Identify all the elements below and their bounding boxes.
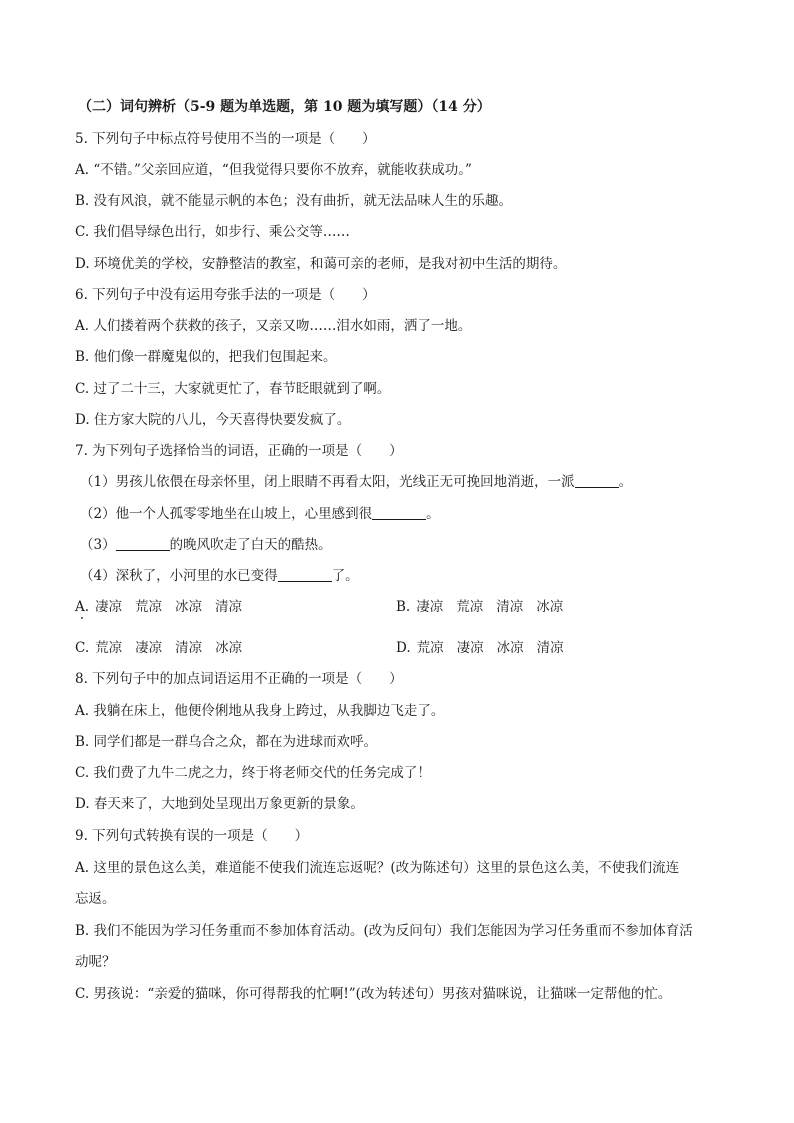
fill-blank — [116, 536, 170, 551]
question-7-option-d — [396, 638, 577, 658]
option-word: 清凉 — [536, 640, 564, 656]
question-6-option-c: C. 过了二十三，大家就更忙了，春节眨眼就到了啊。 — [75, 381, 391, 397]
option-marker-dot — [81, 617, 83, 619]
question-9-option-a-line-1: A. 这里的景色这么美，难道能不使我们流连忘返呢？(改为陈述句）这里的景色这么美，不使我们流连 — [75, 860, 680, 876]
option-word: 荒凉 — [416, 640, 444, 656]
question-5-option-a: A. “不错。”父亲回应道，“但我觉得只要你不放弃，就能收获成功。” — [75, 162, 472, 178]
question-8-option-a: A. 我躺在床上，他便伶俐地从我身上跨过，从我脚边飞走了。 — [75, 703, 445, 719]
sentence-1-text: （1）男孩儿依偎在母亲怀里，闭上眼睛不再看太阳，光线正无可挽回地消逝，一派 — [80, 474, 575, 490]
sentence-4-text: （4）深秋了，小河里的水已变得 — [80, 568, 278, 584]
question-9-option-b-line-2: 动呢？ — [75, 954, 116, 970]
option-word: 荒凉 — [95, 640, 123, 656]
question-9-option-c: C. 男孩说：“亲爱的猫咪，你可得帮我的忙啊!”(改为转述句）男孩对猫咪说，让猫咪一定帮他的忙。 — [75, 986, 672, 1002]
question-7-option-a — [75, 597, 255, 617]
question-9-stem: 9. 下列句式转换有误的一项是（ ） — [75, 828, 309, 844]
sentence-3-text: （3） — [80, 537, 116, 553]
question-7-sentence-1 — [80, 472, 724, 492]
option-label: B. — [396, 599, 411, 615]
question-9-option-a-line-2: 忘返。 — [75, 891, 116, 907]
option-word: 冰凉 — [175, 599, 203, 615]
option-word: 清凉 — [496, 599, 524, 615]
question-6-stem: 6. 下列句子中没有运用夸张手法的一项是（ ） — [75, 287, 376, 303]
option-label: A. — [75, 599, 90, 615]
fill-blank — [278, 567, 332, 582]
question-8-option-c: C. 我们费了九牛二虎之力，终于将老师交代的任务完成了！ — [75, 765, 431, 781]
question-6-option-a: A. 人们搂着两个获救的孩子，又亲又吻……泪水如雨，洒了一地。 — [75, 318, 472, 334]
question-5-option-c: C. 我们倡导绿色出行，如步行、乘公交等…… — [75, 224, 350, 240]
option-label: D. — [396, 640, 411, 656]
option-word: 凄凉 — [95, 599, 123, 615]
option-word: 荒凉 — [456, 599, 484, 615]
option-word: 冰凉 — [215, 640, 243, 656]
question-6-option-b: B. 他们像一群魔鬼似的，把我们包围起来。 — [75, 349, 337, 365]
option-word: 清凉 — [215, 599, 243, 615]
question-9-option-b-line-1: B. 我们不能因为学习任务重而不参加体育活动。(改为反问句）我们怎能因为学习任务重而不参加体育活 — [75, 923, 693, 939]
question-7-sentence-2 — [80, 504, 724, 524]
question-6-option-d: D. 住方家大院的八儿，今天喜得快要发疯了。 — [75, 412, 351, 428]
fill-blank — [575, 473, 619, 488]
question-5-option-b: B. 没有风浪，就不能显示帆的本色；没有曲折，就无法品味人生的乐趣。 — [75, 193, 513, 209]
section-title: （二）词句辨析（5-9 题为单选题，第 10 题为填写题）（14 分） — [78, 99, 491, 115]
question-7-option-c — [75, 638, 255, 658]
option-word: 冰凉 — [536, 599, 564, 615]
sentence-2-end: 。 — [426, 506, 440, 522]
sentence-1-end: 。 — [618, 474, 633, 490]
question-5-stem: 5. 下列句子中标点符号使用不当的一项是（ ） — [75, 131, 376, 147]
question-8-stem: 8. 下列句子中的加点词语运用不正确的一项是（ ） — [75, 671, 403, 687]
sentence-2-text: （2）他一个人孤零零地坐在山坡上，心里感到很 — [80, 506, 373, 522]
question-8-option-b: B. 同学们都是一群乌合之众，都在为进球而欢呼。 — [75, 734, 378, 750]
option-word: 凄凉 — [456, 640, 484, 656]
option-word: 清凉 — [175, 640, 203, 656]
fill-blank — [372, 505, 426, 520]
option-label: C. — [75, 640, 90, 656]
question-8-option-d: D. 春天来了，大地到处呈现出万象更新的景象。 — [75, 796, 364, 812]
question-7-sentence-4 — [80, 566, 724, 586]
question-5-option-d: D. 环境优美的学校，安静整洁的教室，和蔼可亲的老师，是我对初中生活的期待。 — [75, 256, 567, 272]
question-7-sentence-3 — [80, 535, 724, 555]
question-7-stem: 7. 为下列句子选择恰当的词语，正确的一项是（ ） — [75, 443, 403, 459]
option-word: 凄凉 — [416, 599, 444, 615]
option-word: 冰凉 — [496, 640, 524, 656]
sentence-4-end: 了。 — [331, 568, 359, 584]
option-word: 凄凉 — [135, 640, 163, 656]
option-word: 荒凉 — [135, 599, 163, 615]
sentence-3-end: 的晚风吹走了白天的酷热。 — [169, 537, 332, 553]
question-7-option-b — [396, 597, 576, 617]
